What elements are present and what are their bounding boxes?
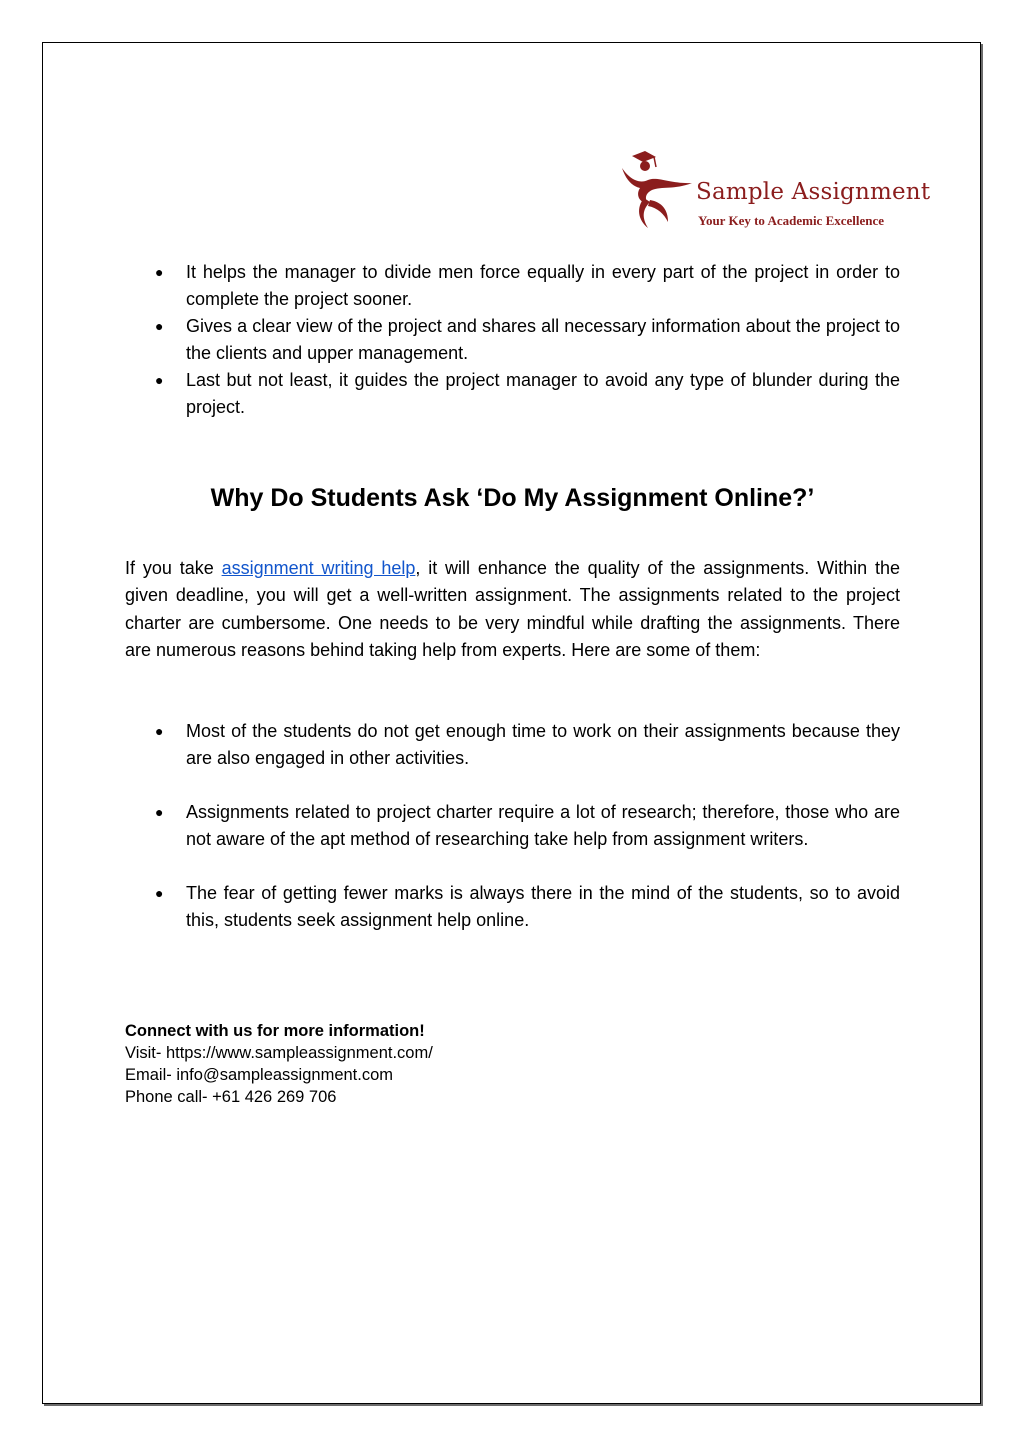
contact-email: Email- info@sampleassignment.com bbox=[125, 1066, 394, 1084]
section-heading: Why Do Students Ask ‘Do My Assignment Online?’ bbox=[210, 484, 815, 512]
assignment-writing-help-link[interactable]: assignment writing help bbox=[221, 558, 416, 578]
list-item-text: Assignments related to project charter require a lot of research; therefore, those who are not aware of the apt method of researching take help from assignment writers. bbox=[186, 802, 900, 849]
list-item bbox=[125, 367, 900, 421]
intro-paragraph bbox=[125, 555, 900, 665]
logo-tagline: Your Key to Academic Excellence bbox=[698, 213, 885, 228]
list-item bbox=[125, 313, 900, 367]
bullet-list-reasons bbox=[125, 718, 900, 961]
bullet-icon: ● bbox=[155, 318, 164, 334]
logo-name: Sample Assignment bbox=[696, 179, 931, 205]
bullet-icon: ● bbox=[155, 804, 164, 820]
bullet-icon: ● bbox=[155, 264, 164, 280]
contact-website: Visit- https://www.sampleassignment.com/ bbox=[125, 1044, 433, 1062]
list-item-text: Last but not least, it guides the project manager to avoid any type of blunder during the project. bbox=[186, 370, 900, 417]
list-item-text: The fear of getting fewer marks is always there in the mind of the students, so to avoid this, students seek assignment help online. bbox=[186, 883, 900, 930]
paragraph-text-rest: , it will enhance the quality of the assignments. Within the given deadline, you will get a well-written assignment. The assignments related to the project charter are cumbersome. One needs to be very mindful while drafting the assignments. There are numerous reasons behind taking help from experts. Here are some of them: bbox=[125, 558, 900, 661]
list-item bbox=[125, 718, 900, 772]
contact-phone: Phone call- +61 426 269 706 bbox=[125, 1088, 337, 1106]
list-item bbox=[125, 799, 900, 853]
contact-block bbox=[125, 1020, 433, 1108]
paragraph-text-start: If you take bbox=[125, 558, 222, 578]
bullet-icon: ● bbox=[155, 723, 164, 739]
list-item-text: Most of the students do not get enough time to work on their assignments because they are also engaged in other activities. bbox=[186, 721, 900, 768]
bullet-icon: ● bbox=[155, 885, 164, 901]
logo bbox=[618, 150, 931, 232]
list-item-text: Gives a clear view of the project and shares all necessary information about the project to the clients and upper management. bbox=[186, 316, 900, 363]
list-item bbox=[125, 880, 900, 934]
bullet-list-benefits bbox=[125, 259, 900, 421]
graduate-logo-icon bbox=[618, 150, 692, 230]
list-item bbox=[125, 259, 900, 313]
bullet-icon: ● bbox=[155, 372, 164, 388]
list-item-text: It helps the manager to divide men force equally in every part of the project in order to complete the project sooner. bbox=[186, 262, 900, 309]
contact-title: Connect with us for more information! bbox=[125, 1022, 425, 1040]
